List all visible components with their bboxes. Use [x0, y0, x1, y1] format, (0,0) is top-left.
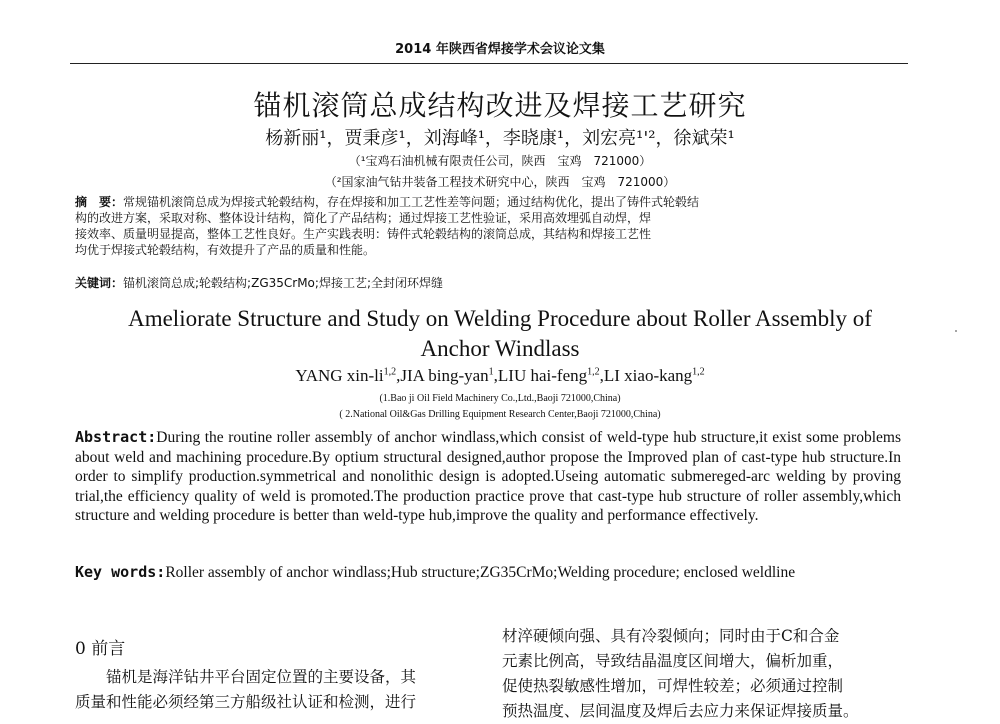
author-name: ,LIU hai-feng — [493, 366, 588, 385]
english-abstract — [75, 428, 901, 526]
scan-speck — [955, 330, 957, 332]
body-line: 锚机是海洋钻井平台固定位置的主要设备，其 — [106, 668, 417, 686]
english-title-line-1: Ameliorate Structure and Study on Welding Procedure about Roller Assembly of — [128, 306, 872, 331]
author-superscript: 1,2 — [587, 366, 600, 378]
chinese-abstract-line: 接效率、质量明显提高，整体工艺性良好。生产实践表明：铸件式轮毂结构的滚筒总成，其结构和焊接工艺性 — [75, 227, 652, 241]
english-affiliation-2: ( 2.National Oil&Gas Drilling Equipment Research Center,Baoji 721000,China) — [339, 409, 661, 420]
header-rule — [70, 63, 908, 64]
chinese-affiliation-1: （¹宝鸡石油机械有限责任公司，陕西 宝鸡 721000） — [348, 154, 652, 168]
body-right-column — [502, 624, 904, 724]
chinese-affiliation-2: （²国家油气钻井装备工程技术研究中心，陕西 宝鸡 721000） — [324, 175, 676, 189]
body-left-column — [75, 665, 475, 715]
author-superscript: 1 — [488, 366, 494, 378]
chinese-title: 锚机滚筒总成结构改进及焊接工艺研究 — [253, 89, 747, 122]
section-heading: 0 前言 — [75, 639, 126, 659]
chinese-keywords-text: 锚机滚筒总成;轮毂结构;ZG35CrMo;焊接工艺;全封闭环焊缝 — [123, 276, 443, 290]
body-line: 质量和性能必须经第三方船级社认证和检测，进行 — [75, 693, 417, 711]
running-header: 2014 年陕西省焊接学术会议论文集 — [395, 42, 605, 57]
author-name: YANG xin-li — [295, 366, 384, 385]
english-keywords-label: Key words: — [75, 563, 166, 581]
chinese-abstract-label: 摘 要： — [75, 195, 124, 209]
english-abstract-text: During the routine roller assembly of anchor windlass,which consist of weld-type hub structure,it exist some problems about weld and machining procedure.By optium structural designed,author propose the Improved plan of cast-type hub structure.In order to simplify production.symmetrical and nonolithic design is adopted.Useing automatic submereged-arc welding by proving trial,the efficiency quality of weld is promoted.The production practice prove that cast-type hub structure of roller assembly,which structure and welding procedure is better than weld-type hub,improve the quality and performance effectively. — [75, 429, 901, 524]
body-line: 促使热裂敏感性增加，可焊性较差；必须通过控制 — [502, 677, 844, 695]
body-line: 材淬硬倾向强、具有冷裂倾向；同时由于C和合金 — [502, 627, 840, 645]
chinese-authors: 杨新丽¹，贾秉彦¹，刘海峰¹，李晓康¹，刘宏亮¹'²，徐斌荣¹ — [265, 128, 735, 149]
english-title-line-2: Anchor Windlass — [420, 336, 580, 361]
english-abstract-label: Abstract: — [75, 428, 157, 446]
chinese-abstract-line: 常规锚机滚筒总成为焊接式轮毂结构，存在焊接和加工工艺性差等问题；通过结构优化，提出了铸件式轮毂结 — [123, 195, 700, 209]
author-name: ,LI xiao-kang — [599, 366, 693, 385]
author-name: ,JIA bing-yan — [396, 366, 489, 385]
chinese-keywords — [75, 274, 443, 291]
author-superscript: 1,2 — [383, 366, 397, 378]
chinese-keywords-label: 关键词： — [75, 276, 124, 290]
english-keywords-text: Roller assembly of anchor windlass;Hub structure;ZG35CrMo;Welding procedure; enclosed weldline — [165, 564, 796, 581]
body-line: 元素比例高，导致结晶温度区间增大，偏析加重， — [502, 652, 844, 670]
english-title — [0, 304, 1000, 364]
chinese-abstract — [75, 194, 905, 258]
chinese-abstract-line: 均优于焊接式轮毂结构，有效提升了产品的质量和性能。 — [75, 243, 376, 257]
english-affiliation-1: (1.Bao ji Oil Field Machinery Co.,Ltd.,Baoji 721000,China) — [379, 393, 621, 404]
chinese-abstract-line: 构的改进方案，采取对称、整体设计结构，简化了产品结构；通过焊接工艺性验证，采用高效埋弧自动焊，焊 — [75, 211, 652, 225]
english-keywords — [75, 563, 901, 583]
english-authors — [0, 366, 1000, 386]
author-superscript: 1,2 — [692, 366, 705, 378]
body-line: 预热温度、层间温度及焊后去应力来保证焊接质量。 — [502, 702, 859, 720]
